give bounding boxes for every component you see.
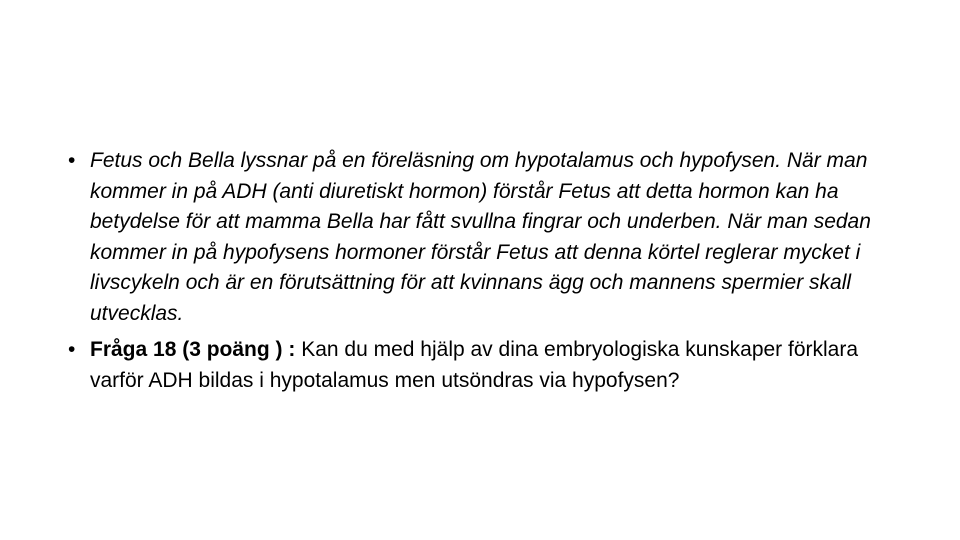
bullet-list	[68, 146, 888, 402]
question-text: Kan du med hjälp av dina embryologiska kunskaper förklara varför ADH bildas i hypotalamus men utsöndras via hypofysen?	[90, 338, 859, 392]
bullet-question	[68, 335, 888, 396]
question-label: Fråga 18 (3 poäng ) :	[90, 338, 296, 361]
bullet-marker: •	[68, 338, 76, 361]
bullet-marker: •	[68, 149, 76, 172]
scenario-text: Fetus och Bella lyssnar på en föreläsning om hypotalamus och hypofysen. När man kommer in på ADH (anti diuretiskt hormon) förstår Fetus att detta hormon kan ha betydelse för att mamma Bella har fått svullna fingrar och underben. När man sedan kommer in på hypofysens hormoner förstår Fetus att denna körtel reglerar mycket i livscykeln och är en förutsättning för att kvinnans ägg och mannens spermier skall utvecklas.	[90, 149, 871, 325]
bullet-scenario	[68, 146, 888, 329]
